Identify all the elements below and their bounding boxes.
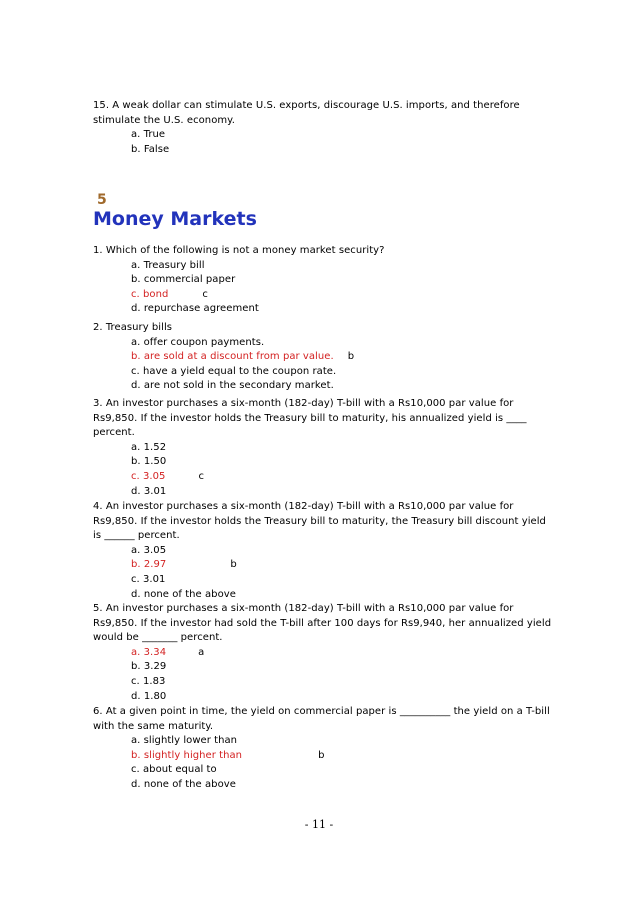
option-c-correct bbox=[93, 288, 553, 303]
option-a-correct bbox=[93, 646, 553, 661]
option-a: a. 1.52 bbox=[131, 441, 167, 453]
option-b-correct bbox=[93, 749, 553, 764]
option-d: d. none of the above bbox=[131, 778, 236, 790]
answer-key: b bbox=[230, 559, 237, 571]
question-3 bbox=[93, 397, 553, 499]
answer-key: b bbox=[347, 351, 355, 363]
option-b: b. False bbox=[131, 143, 170, 155]
option-b: b. 1.50 bbox=[131, 456, 167, 468]
correct-option-text: b. slightly higher than bbox=[131, 749, 243, 761]
option-d: d. are not sold in the secondary market. bbox=[131, 380, 334, 392]
option-c: c. 1.83 bbox=[131, 675, 166, 687]
question-text: 3. An investor purchases a six-month (182-day) T-bill with a Rs10,000 par value for Rs9,850. If the investor holds the Treasury bill to maturity, his annualized yield is ____ percent. bbox=[93, 398, 527, 439]
correct-option-text: a. 3.34 bbox=[131, 646, 167, 658]
option-a: a. offer coupon payments. bbox=[131, 336, 265, 348]
option-b: b. 3.29 bbox=[131, 661, 167, 673]
option-b-correct bbox=[93, 350, 553, 365]
option-a: a. slightly lower than bbox=[131, 735, 238, 747]
option-b: b. commercial paper bbox=[131, 274, 236, 286]
correct-option-text: c. 3.05 bbox=[131, 470, 166, 482]
option-d: d. 3.01 bbox=[131, 485, 167, 497]
page-number: - 11 - bbox=[304, 818, 334, 831]
correct-option-text: c. bond bbox=[131, 288, 169, 300]
answer-key: c bbox=[198, 470, 205, 482]
option-a: a. Treasury bill bbox=[131, 259, 205, 271]
question-text: 2. Treasury bills bbox=[93, 322, 173, 333]
question-text: 5. An investor purchases a six-month (182-day) T-bill with a Rs10,000 par value for Rs9,850. If the investor had sold the T-bill after 100 days for Rs9,940, her annualized yield would be _______ percent. bbox=[93, 603, 552, 644]
question-4 bbox=[93, 500, 553, 602]
chapter-number: 5 bbox=[97, 192, 107, 208]
answer-key: a bbox=[198, 646, 205, 658]
option-d: d. repurchase agreement bbox=[131, 303, 259, 315]
option-a: a. True bbox=[131, 129, 166, 141]
correct-option-text: b. 2.97 bbox=[131, 559, 167, 571]
question-text: 6. At a given point in time, the yield on commercial paper is __________ the yield on a T-bill with the same maturity. bbox=[93, 706, 550, 732]
question-text: 1. Which of the following is not a money market security? bbox=[93, 245, 385, 256]
chapter-title: Money Markets bbox=[93, 208, 257, 230]
correct-option-text: b. are sold at a discount from par value. bbox=[131, 351, 334, 363]
option-c: c. have a yield equal to the coupon rate. bbox=[131, 365, 337, 377]
option-c: c. about equal to bbox=[131, 764, 217, 776]
option-b-correct bbox=[93, 558, 553, 573]
question-1 bbox=[93, 244, 553, 317]
question-5 bbox=[93, 602, 553, 704]
question-15 bbox=[93, 99, 553, 157]
question-6 bbox=[93, 705, 553, 793]
answer-key: b bbox=[318, 749, 325, 761]
option-c: c. 3.01 bbox=[131, 573, 166, 585]
question-text: 4. An investor purchases a six-month (182-day) T-bill with a Rs10,000 par value for Rs9,850. If the investor holds the Treasury bill to maturity, the Treasury bill discount yield is ______ percent. bbox=[93, 501, 546, 542]
option-c-correct bbox=[93, 470, 553, 485]
option-d: d. 1.80 bbox=[131, 690, 167, 702]
answer-key: c bbox=[202, 288, 208, 300]
question-text: 15. A weak dollar can stimulate U.S. exports, discourage U.S. imports, and therefore stimulate the U.S. economy. bbox=[93, 100, 520, 126]
option-d: d. none of the above bbox=[131, 588, 236, 600]
option-a: a. 3.05 bbox=[131, 544, 167, 556]
question-2 bbox=[93, 321, 553, 394]
